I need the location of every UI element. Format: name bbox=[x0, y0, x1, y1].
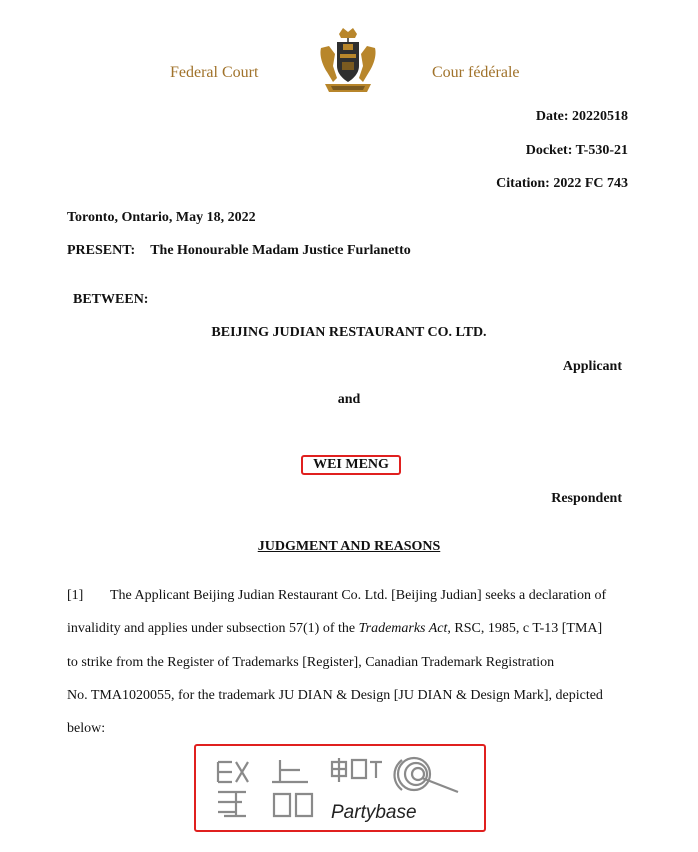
and-label: and bbox=[337, 392, 361, 407]
present-line bbox=[67, 243, 411, 259]
court-name-fr: Cour fédérale bbox=[432, 64, 520, 81]
paragraph-line-3: to strike from the Register of Trademarks [Register], Canadian Trademark Registration bbox=[67, 655, 555, 670]
paragraph-line-2 bbox=[67, 621, 602, 637]
applicant-role: Applicant bbox=[562, 359, 622, 374]
applicant-name: BEIJING JUDIAN RESTAURANT CO. LTD. bbox=[211, 325, 487, 340]
paragraph-line-1: The Applicant Beijing Judian Restaurant Co. Ltd. [Beijing Judian] seeks a declaration of bbox=[110, 588, 607, 603]
coat-of-arms-icon bbox=[315, 26, 381, 96]
document-title: JUDGMENT AND REASONS bbox=[257, 539, 441, 554]
citation: Citation: 2022 FC 743 bbox=[496, 176, 628, 191]
trademark-logo-image bbox=[196, 746, 486, 832]
respondent-role: Respondent bbox=[551, 491, 622, 506]
between-label: BETWEEN: bbox=[73, 292, 149, 307]
decision-date: Date: 20220518 bbox=[535, 109, 628, 124]
present-label: PRESENT: bbox=[67, 243, 136, 258]
paragraph-line-5: below: bbox=[67, 721, 106, 736]
paragraph-line-2-post: , RSC, 1985, c T-13 [TMA] bbox=[447, 621, 603, 636]
judge-name: The Honourable Madam Justice Furlanetto bbox=[150, 243, 411, 258]
statute-name: Trademarks Act bbox=[358, 621, 448, 636]
court-name-en: Federal Court bbox=[170, 64, 259, 81]
respondent-name: WEI MENG bbox=[313, 457, 389, 472]
place-and-date: Toronto, Ontario, May 18, 2022 bbox=[67, 210, 256, 225]
paragraph-line-2-pre: invalidity and applies under subsection 57(1) of the bbox=[67, 621, 359, 636]
docket-number: Docket: T-530-21 bbox=[525, 143, 628, 158]
trademark-wordmark: Partybase bbox=[331, 802, 417, 823]
paragraph-number: [1] bbox=[67, 588, 84, 603]
paragraph-line-4: No. TMA1020055, for the trademark JU DIAN & Design [JU DIAN & Design Mark], depicted bbox=[67, 688, 603, 703]
